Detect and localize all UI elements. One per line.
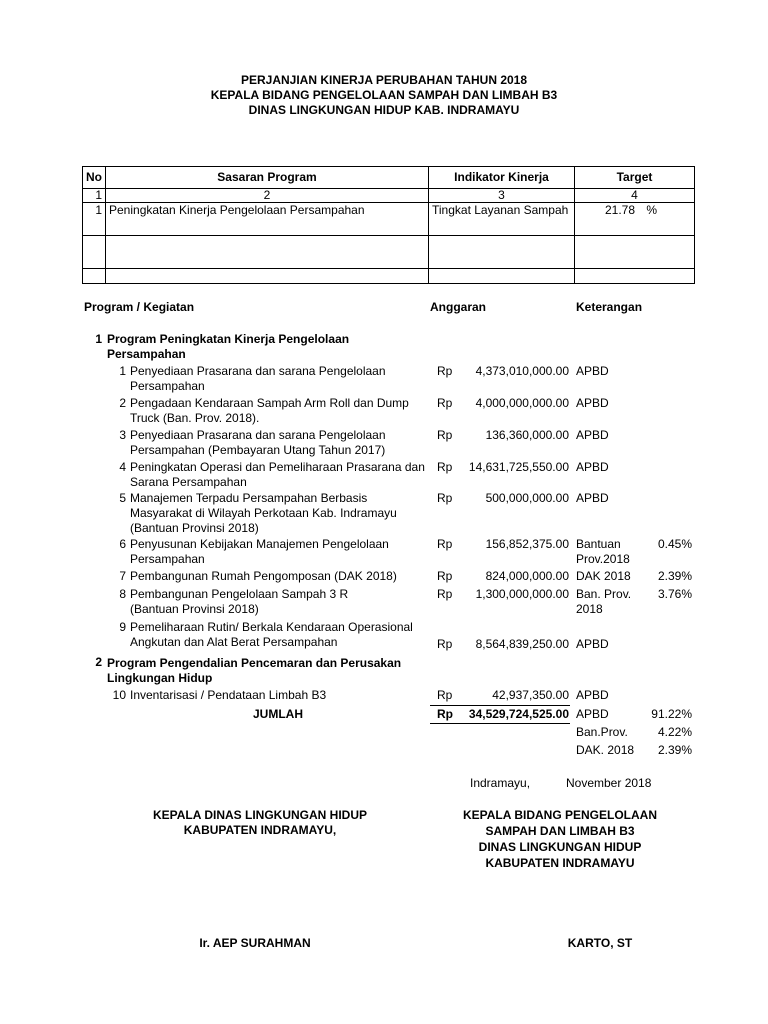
activity-desc-line: Pembangunan Pengelolaan Sampah 3 R [130,587,349,601]
total-amount: 34,529,724,525.00 [468,707,569,721]
activity-keterangan: APBD [576,491,609,505]
keterangan-header: Keterangan [576,300,643,314]
activity-desc-line: Truck (Ban. Prov. 2018). [130,411,260,425]
breakdown-label-1: APBD [576,707,609,721]
header-target: Target [575,167,695,189]
activity-amount: 4,000,000,000.00 [475,396,569,410]
activity-currency: Rp [437,460,453,474]
sign-left-name: Ir. AEP SURAHMAN [199,936,311,950]
activity-desc-line: Sarana Persampahan [130,475,247,489]
activity-amount: 500,000,000.00 [485,491,569,505]
activity-desc-line: Manajemen Terpadu Persampahan Berbasis [130,491,368,505]
activity-amount: 14,631,725,550.00 [468,460,569,474]
colnum-3: 3 [429,189,575,203]
activity-keterangan: APBD [576,396,609,410]
activity-no: 10 [112,688,126,702]
activity-currency: Rp [437,428,453,442]
activity-desc-line: Angkutan dan Alat Berat Persampahan [130,635,338,649]
activity-keterangan: APBD [576,460,609,474]
program-2-line1: Program Pengendalian Pencemaran dan Perusakan [107,656,402,670]
breakdown-label-3: DAK. 2018 [576,743,635,757]
target-table [82,166,695,284]
activity-desc-line: Persampahan [130,552,205,566]
program-2-line2: Lingkungan Hidup [107,671,213,685]
activity-desc-line: (Bantuan Provinsi 2018) [130,521,259,535]
activity-keterangan: Prov.2018 [576,552,630,566]
activity-no: 4 [119,460,126,474]
activity-no: 3 [119,428,126,442]
anggaran-header: Anggaran [430,300,487,314]
program-header: Program / Kegiatan [84,300,195,314]
program-2-no: 2 [95,655,102,669]
title-line-1: PERJANJIAN KINERJA PERUBAHAN TAHUN 2018 [240,73,528,87]
activity-currency: Rp [437,688,453,702]
program-1-line2: Persampahan [107,347,186,361]
activity-no: 2 [119,396,126,410]
title-line-2: KEPALA BIDANG PENGELOLAAN SAMPAH DAN LIMBAH B3 [210,88,558,102]
activity-amount: 136,360,000.00 [485,428,569,442]
colnum-2: 2 [106,189,429,203]
total-currency: Rp [437,707,453,721]
colnum-1: 1 [83,189,106,203]
activity-currency: Rp [437,537,453,551]
activity-desc-line: Penyusunan Kebijakan Manajemen Pengelolaan [130,537,389,551]
row-no: 1 [83,203,106,236]
activity-keterangan: APBD [576,688,609,702]
activity-keterangan: DAK 2018 [576,569,631,583]
breakdown-pct-2: 4.22% [657,725,692,739]
sign-right-line-2: SAMPAH DAN LIMBAH B3 [485,824,635,838]
activity-desc-line: Masyarakat di Wilayah Perkotaan Kab. Indramayu [130,506,397,520]
sign-right-line-3: DINAS LINGKUNGAN HIDUP [478,840,642,854]
activity-desc-line: (Bantuan Provinsi 2018) [130,602,259,616]
activity-percent: 0.45% [657,537,692,551]
activity-currency: Rp [437,491,453,505]
activity-desc-line: Pengadaan Kendaraan Sampah Arm Roll dan Dump [130,396,409,410]
activity-amount: 42,937,350.00 [492,688,569,702]
title-line-3: DINAS LINGKUNGAN HIDUP KAB. INDRAMAYU [248,103,520,117]
activity-currency: Rp [437,587,453,601]
sign-left-line-1: KEPALA DINAS LINGKUNGAN HIDUP [152,808,367,822]
total-top-rule [430,705,570,706]
activity-no: 6 [119,537,126,551]
total-label: JUMLAH [253,707,303,721]
activity-no: 1 [119,364,126,378]
colnum-4: 4 [575,189,695,203]
sign-right-line-4: KABUPATEN INDRAMAYU [485,856,635,870]
activity-no: 5 [119,491,126,505]
activity-desc-line: Inventarisasi / Pendataan Limbah B3 [130,688,327,702]
activity-desc-line: Persampahan (Pembayaran Utang Tahun 2017) [130,443,386,457]
activity-currency: Rp [437,569,453,583]
header-indikator: Indikator Kinerja [429,167,575,189]
activity-keterangan: APBD [576,364,609,378]
activity-percent: 3.76% [657,587,692,601]
total-bottom-rule [430,723,570,724]
header-no: No [83,167,106,189]
date-month: November 2018 [566,776,652,790]
sign-left-line-2: KABUPATEN INDRAMAYU, [183,823,337,837]
activity-amount: 1,300,000,000.00 [475,587,569,601]
activity-no: 7 [119,569,126,583]
activity-currency: Rp [437,637,453,651]
activity-desc-line: Persampahan [130,379,205,393]
activity-amount: 824,000,000.00 [485,569,569,583]
activity-desc-line: Penyediaan Prasarana dan sarana Pengelolaan [130,364,386,378]
target-unit: % [646,203,658,217]
activity-keterangan: APBD [576,428,609,442]
activity-desc-line: Pembangunan Rumah Pengomposan (DAK 2018) [130,569,397,583]
activity-keterangan: 2018 [576,602,603,616]
activity-no: 8 [119,587,126,601]
activity-desc-line: Peningkatan Operasi dan Pemeliharaan Prasarana dan [130,460,425,474]
activity-keterangan: Bantuan [576,537,621,551]
activity-currency: Rp [437,396,453,410]
breakdown-pct-1: 91.22% [651,707,692,721]
breakdown-label-2: Ban.Prov. [576,725,628,739]
target-value: 21.78 [605,203,636,217]
activity-percent: 2.39% [657,569,692,583]
activity-keterangan: APBD [576,637,609,651]
activity-amount: 4,373,010,000.00 [475,364,569,378]
sign-right-line-1: KEPALA BIDANG PENGELOLAAN [462,808,657,822]
activity-no: 9 [119,620,126,634]
program-1-line1: Program Peningkatan Kinerja Pengelolaan [107,332,350,346]
sign-right-name: KARTO, ST [567,936,633,950]
activity-currency: Rp [437,364,453,378]
program-1-no: 1 [95,332,102,346]
activity-keterangan: Ban. Prov. [576,587,632,601]
row-sasaran: Peningkatan Kinerja Pengelolaan Persampahan [106,203,429,236]
activity-desc-line: Penyediaan Prasarana dan sarana Pengelolaan [130,428,386,442]
date-place: Indramayu, [470,776,531,790]
header-sasaran: Sasaran Program [106,167,429,189]
breakdown-pct-3: 2.39% [657,743,692,757]
activity-desc-line: Pemeliharaan Rutin/ Berkala Kendaraan Operasional [130,620,413,634]
row-target [575,203,695,236]
row-indikator: Tingkat Layanan Sampah [429,203,575,236]
activity-amount: 156,852,375.00 [485,537,569,551]
activity-amount: 8,564,839,250.00 [475,637,569,651]
